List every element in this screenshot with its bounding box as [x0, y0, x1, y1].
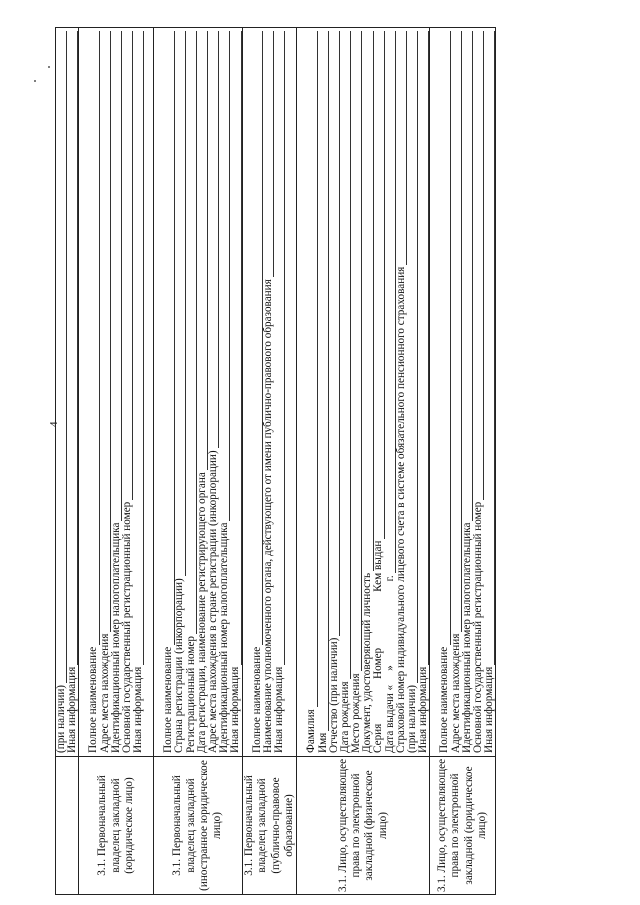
- fill-line: [486, 31, 495, 665]
- row-fields: [297, 28, 430, 757]
- field-line[interactable]: [407, 28, 418, 756]
- field-label: Идентификационный номер налогоплательщика: [218, 522, 231, 753]
- field-label: Идентификационный номер налогоплательщика: [109, 522, 122, 753]
- field-label: Иная информация: [483, 666, 496, 753]
- row-label: 3.1. Первоначальный владелец закладной (публично-правовое образование): [242, 757, 297, 895]
- form-table-body: [56, 28, 496, 895]
- page-number: 4: [48, 421, 60, 427]
- field-label: Основной государственный регистрационный номер: [471, 501, 484, 753]
- fill-line: [91, 31, 100, 645]
- field-label: Наименование уполномоченного органа, действующего от имени публично-правового образования: [261, 279, 274, 753]
- field-label: Иная информация: [132, 666, 145, 753]
- field-label: Дата регистрации, наименование регистрирующего органа: [195, 472, 208, 753]
- field-label: Регистрационный номер: [184, 635, 197, 753]
- fill-line: [69, 31, 78, 665]
- fill-line: [276, 31, 285, 665]
- field-label: Иная информация: [229, 666, 242, 753]
- field-line[interactable]: [473, 28, 484, 756]
- fill-line: [233, 31, 242, 665]
- field-label: Иная информация: [417, 666, 430, 753]
- field-label: Иная информация: [272, 666, 285, 753]
- field-line[interactable]: [56, 28, 67, 756]
- field-label: Документ, удостоверяющий личность: [361, 572, 374, 753]
- fill-line: [376, 31, 385, 539]
- field-line[interactable]: [133, 28, 144, 756]
- field-label: Полное наименование: [438, 646, 451, 753]
- fill-line: [124, 31, 133, 500]
- fill-line: [464, 31, 473, 521]
- form-row: [430, 28, 496, 895]
- form-table: [55, 27, 496, 895]
- field-label: Адрес места нахождения в стране регистрации (инкорпорации): [207, 450, 220, 753]
- row-fields: [154, 28, 242, 757]
- field-label: Основной государственный регистрационный номер: [120, 501, 133, 753]
- field-line[interactable]: [484, 28, 495, 756]
- row-label: [56, 757, 79, 895]
- field-label: Серия Номер Кем выдан: [372, 540, 385, 753]
- fill-line: [475, 31, 484, 500]
- field-label: Имя: [316, 732, 329, 753]
- fill-line: [265, 31, 274, 277]
- fill-line: [221, 31, 230, 521]
- row-label: 3.1. Первоначальный владелец закладной (юридическое лицо): [79, 757, 154, 895]
- field-line[interactable]: [88, 28, 99, 756]
- field-label: Полное наименование: [162, 646, 175, 753]
- fill-line: [199, 31, 208, 470]
- row-fields: [430, 28, 496, 757]
- form-row: [297, 28, 430, 895]
- fill-line: [320, 31, 329, 731]
- spacer: [285, 28, 294, 756]
- field-label: Страна регистрации (инкорпорации): [173, 578, 186, 753]
- field-line[interactable]: [67, 28, 78, 756]
- field-label: Дата выдачи « » г.: [383, 575, 396, 753]
- field-label: (при наличии): [406, 684, 419, 753]
- fill-line: [309, 31, 318, 707]
- fill-line: [113, 31, 122, 521]
- fill-line: [342, 31, 351, 679]
- row-label: 3.1. Лицо, осуществляющее права по электронной закладной (физическое лицо): [297, 757, 430, 895]
- field-label: Дата рождения: [338, 681, 351, 753]
- fill-line: [210, 31, 219, 448]
- fill-line: [135, 31, 144, 665]
- fill-line: [409, 31, 418, 683]
- field-line[interactable]: [374, 28, 385, 756]
- fill-line: [420, 31, 429, 665]
- field-line[interactable]: [219, 28, 230, 756]
- fill-line: [177, 31, 186, 576]
- scan-speck: [48, 66, 50, 68]
- field-line[interactable]: [340, 28, 351, 756]
- field-label: Страховой номер индивидуального лицевого счета в системе обязательного пенсионного страхования: [394, 266, 407, 753]
- field-label: Полное наименование: [87, 646, 100, 753]
- field-line[interactable]: [274, 28, 285, 756]
- field-line[interactable]: [263, 28, 274, 756]
- field-line[interactable]: [439, 28, 450, 756]
- field-label: Место рождения: [350, 673, 363, 753]
- field-label: Иная информация: [66, 666, 79, 753]
- row-fields: [56, 28, 79, 757]
- field-label: Адрес места нахождения: [449, 633, 462, 753]
- row-fields: [242, 28, 297, 757]
- fill-line: [398, 31, 407, 265]
- field-line[interactable]: [175, 28, 186, 756]
- field-line[interactable]: [230, 28, 241, 756]
- row-label: 3.1. Лицо, осуществляющее права по электронной закладной (юридическое лицо): [430, 757, 496, 895]
- field-label: Идентификационный номер налогоплательщика: [460, 522, 473, 753]
- row-label: 3.1. Первоначальный владелец закладной (иностранное юридическое лицо): [154, 757, 242, 895]
- field-label: Полное наименование: [250, 646, 263, 753]
- form-row: [79, 28, 154, 895]
- form-row: [56, 28, 79, 895]
- spacer: [297, 28, 306, 756]
- field-label: Отчество (при наличии): [327, 637, 340, 753]
- spacer: [144, 28, 153, 756]
- form-row: [242, 28, 297, 895]
- scan-speck: [34, 80, 36, 82]
- field-line[interactable]: [122, 28, 133, 756]
- field-line[interactable]: [306, 28, 317, 756]
- fill-line: [58, 31, 67, 683]
- row-fields: [79, 28, 154, 757]
- fill-line: [365, 31, 374, 571]
- fill-line: [166, 31, 175, 645]
- field-line[interactable]: [418, 28, 429, 756]
- form-row: [154, 28, 242, 895]
- field-label: (при наличии): [54, 684, 67, 753]
- field-line[interactable]: [396, 28, 407, 756]
- fill-line: [442, 31, 451, 645]
- field-label: Фамилия: [305, 709, 318, 753]
- fill-line: [331, 31, 340, 636]
- field-line[interactable]: [329, 28, 340, 756]
- field-label: Адрес места нахождения: [98, 633, 111, 753]
